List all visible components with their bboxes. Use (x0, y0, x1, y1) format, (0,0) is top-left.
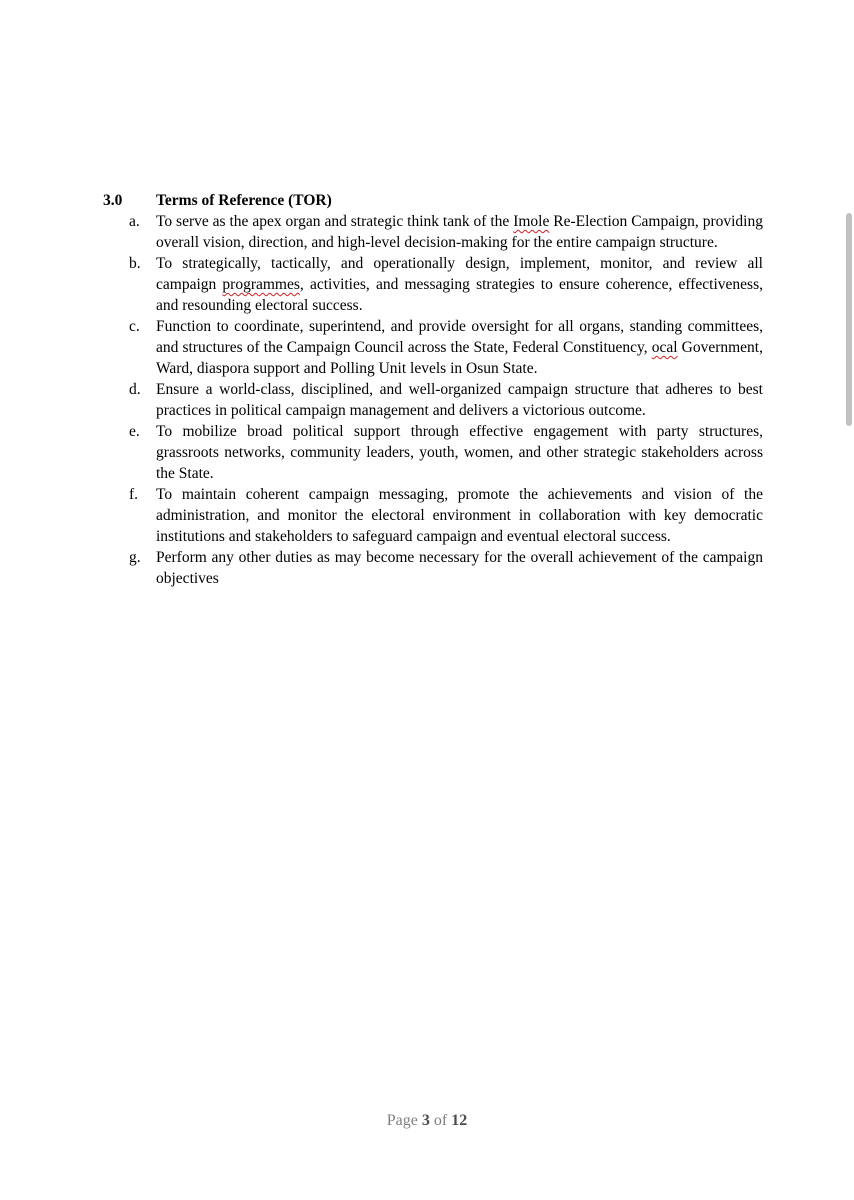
tor-item-letter: a. (129, 213, 140, 230)
tor-item-text-segment: To strategically, tactically, and operationally design, implement, monitor, and review all campaign (156, 255, 763, 293)
spellcheck-flagged-word: Imole (513, 213, 550, 230)
tor-item (103, 211, 763, 253)
current-page-number: 3 (421, 1112, 430, 1129)
tor-item-text-segment: Function to coordinate, superintend, and provide oversight for all organs, standing committees, and structures of the Campaign Council across the State, Federal Constituency, (156, 318, 763, 356)
tor-item (103, 379, 763, 421)
tor-item-text-segment: To serve as the apex organ and strategic think tank of the (156, 213, 514, 230)
tor-item-text (156, 211, 763, 253)
tor-item-text (156, 421, 763, 484)
tor-item-letter: d. (129, 381, 141, 398)
spellcheck-flagged-word: ocal (651, 339, 678, 356)
tor-item-letter: g. (129, 549, 141, 566)
tor-item-letter: e. (129, 423, 140, 440)
tor-item (103, 253, 763, 316)
tor-item-letter: b. (129, 255, 141, 272)
page-label: Page (386, 1112, 418, 1129)
page-footer (0, 1112, 854, 1130)
tor-item-text-segment: Ensure a world-class, disciplined, and well-organized campaign structure that adheres to best practices in political campaign management and delivers a victorious outcome. (156, 381, 763, 419)
tor-item-text (156, 484, 763, 547)
tor-item-text-segment: Government, Ward, diaspora support and Polling Unit levels in Osun State. (156, 339, 763, 377)
tor-item-letter: f. (129, 486, 139, 503)
tor-item (103, 316, 763, 379)
tor-item (103, 484, 763, 547)
tor-item-letter: c. (129, 318, 140, 335)
terms-of-reference-section (103, 190, 763, 589)
section-title: Terms of Reference (TOR) (156, 192, 332, 209)
section-heading (103, 190, 763, 211)
tor-item-text-segment: , activities, and messaging strategies to ensure coherence, effectiveness, and resounding electoral success. (156, 276, 763, 314)
of-label: of (433, 1112, 448, 1129)
tor-item-text-segment: To maintain coherent campaign messaging, promote the achievements and vision of the administration, and monitor the electoral environment in collaboration with key democratic institutions and stakeholders to safeguard campaign and eventual electoral success. (156, 486, 763, 545)
total-pages-number: 12 (451, 1112, 468, 1129)
tor-item-text (156, 379, 763, 421)
tor-item-text (156, 316, 763, 379)
tor-item-text-segment: Perform any other duties as may become necessary for the overall achievement of the campaign objectives (156, 549, 763, 587)
tor-item-text (156, 253, 763, 316)
section-number: 3.0 (103, 192, 123, 209)
tor-item (103, 421, 763, 484)
tor-item-text-segment: Re-Election Campaign, providing overall vision, direction, and high-level decision-making for the entire campaign structure. (156, 213, 763, 251)
tor-item-text (156, 547, 763, 589)
tor-item-text-segment: To mobilize broad political support through effective engagement with party structures, grassroots networks, community leaders, youth, women, and other strategic stakeholders across the State. (156, 423, 763, 482)
spellcheck-flagged-word: programmes (222, 276, 300, 293)
tor-list (103, 211, 763, 589)
vertical-scrollbar-thumb[interactable] (846, 213, 852, 426)
tor-item (103, 547, 763, 589)
